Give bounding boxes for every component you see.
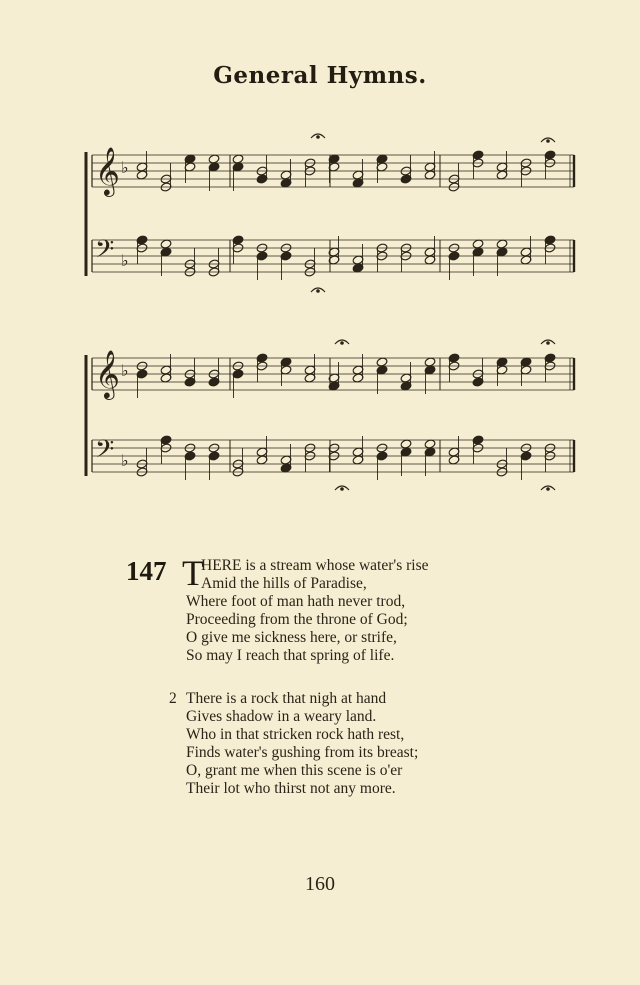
verse-line: O, grant me when this scene is o'er — [186, 762, 403, 779]
note-head — [400, 439, 412, 449]
verse-line: Finds water's gushing from its breast; — [186, 744, 419, 761]
fermata-dot — [341, 342, 344, 345]
verse-line: Proceeding from the throne of God; — [186, 611, 408, 628]
note-head — [160, 239, 172, 249]
fermata-dot — [317, 136, 320, 139]
note-head — [232, 154, 244, 164]
fermata-dot — [547, 342, 550, 345]
note-head — [472, 239, 484, 249]
hymn-number: 147 — [126, 556, 167, 586]
drop-cap: T — [182, 553, 204, 593]
note-head — [208, 154, 220, 164]
flat-sign-icon: ♭ — [121, 158, 129, 177]
verse-line: Amid the hills of Paradise, — [201, 575, 367, 592]
flat-sign-icon: ♭ — [121, 451, 129, 470]
verse-line: HERE is a stream whose water's rise — [201, 557, 429, 574]
verse-line: Where foot of man hath never trod, — [186, 593, 406, 610]
treble-clef-icon: 𝄞 — [95, 349, 120, 398]
fermata-dot — [317, 290, 320, 293]
verse-line: Gives shadow in a weary land. — [186, 708, 377, 725]
fermata-dot — [547, 140, 550, 143]
verse-number: 2 — [169, 690, 177, 707]
note-head — [496, 239, 508, 249]
verse-line: There is a rock that nigh at hand — [186, 690, 387, 707]
fermata-dot — [341, 488, 344, 491]
note-head — [424, 439, 436, 449]
page-number: 160 — [305, 873, 335, 895]
page-title: General Hymns. — [213, 62, 427, 89]
bass-clef-icon: 𝄢 — [95, 235, 115, 270]
verse-line: Who in that stricken rock hath rest, — [186, 726, 405, 743]
verse-line: Their lot who thirst not any more. — [186, 780, 396, 797]
verse-line: So may I reach that spring of life. — [186, 647, 395, 664]
flat-sign-icon: ♭ — [121, 251, 129, 270]
treble-clef-icon: 𝄞 — [95, 146, 120, 195]
bass-clef-icon: 𝄢 — [95, 435, 115, 470]
fermata-dot — [547, 488, 550, 491]
note-head — [424, 357, 436, 367]
flat-sign-icon: ♭ — [121, 361, 129, 380]
verse-line: O give me sickness here, or strife, — [186, 629, 397, 646]
note-head — [376, 357, 388, 367]
